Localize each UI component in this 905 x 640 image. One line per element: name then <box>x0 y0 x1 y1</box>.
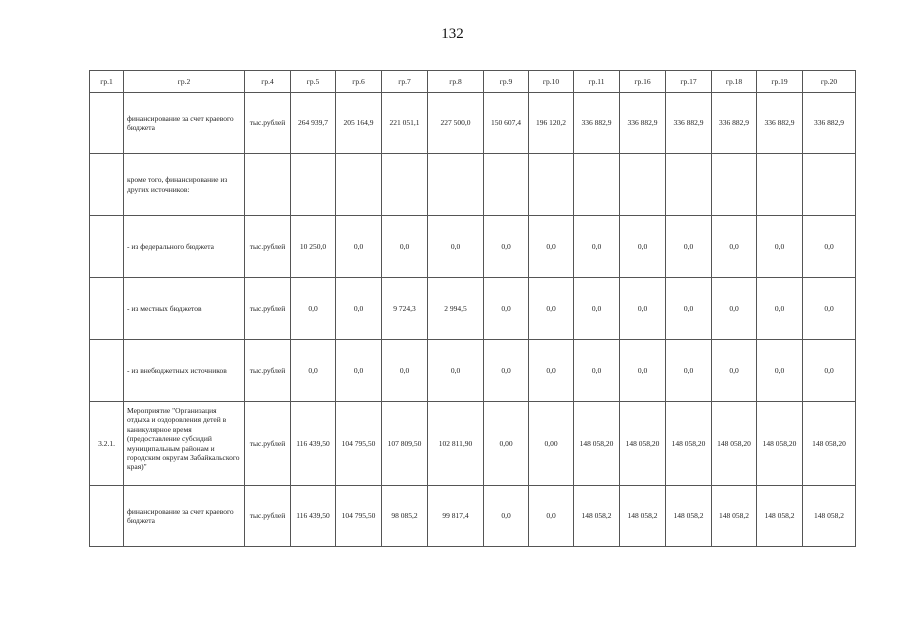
row-unit-cell: тыс.рублей <box>245 93 291 154</box>
row-value-cell: 148 058,2 <box>712 486 757 547</box>
row-value-cell <box>803 154 856 216</box>
header-cell: гр.10 <box>529 71 574 93</box>
row-value-cell: 0,0 <box>803 278 856 340</box>
row-unit-cell: тыс.рублей <box>245 340 291 402</box>
row-value-cell: 0,0 <box>336 278 382 340</box>
row-value-cell: 102 811,90 <box>428 402 484 486</box>
row-value-cell: 0,0 <box>382 340 428 402</box>
row-value-cell: 0,00 <box>529 402 574 486</box>
row-value-cell: 0,0 <box>620 340 666 402</box>
row-value-cell: 107 809,50 <box>382 402 428 486</box>
row-value-cell: 0,0 <box>428 340 484 402</box>
row-value-cell: 10 250,0 <box>291 216 336 278</box>
table-row <box>90 486 856 547</box>
row-value-cell: 0,0 <box>574 216 620 278</box>
header-cell: гр.16 <box>620 71 666 93</box>
header-cell: гр.2 <box>124 71 245 93</box>
row-value-cell: 0,0 <box>712 278 757 340</box>
row-value-cell: 148 058,20 <box>620 402 666 486</box>
header-cell: гр.7 <box>382 71 428 93</box>
row-code-cell <box>90 216 124 278</box>
row-value-cell: 0,0 <box>574 340 620 402</box>
row-value-cell: 104 795,50 <box>336 486 382 547</box>
row-unit-cell: тыс.рублей <box>245 278 291 340</box>
row-value-cell: 148 058,2 <box>666 486 712 547</box>
row-value-cell: 0,0 <box>666 216 712 278</box>
row-value-cell: 0,0 <box>757 340 803 402</box>
row-value-cell <box>529 154 574 216</box>
row-value-cell <box>484 154 529 216</box>
row-unit-cell: тыс.рублей <box>245 216 291 278</box>
row-value-cell: 336 882,9 <box>757 93 803 154</box>
row-value-cell: 2 994,5 <box>428 278 484 340</box>
row-code-cell <box>90 278 124 340</box>
row-value-cell: 0,00 <box>484 402 529 486</box>
row-value-cell <box>712 154 757 216</box>
row-value-cell: 205 164,9 <box>336 93 382 154</box>
row-value-cell <box>757 154 803 216</box>
row-value-cell <box>428 154 484 216</box>
table-row <box>90 154 856 216</box>
header-cell: гр.5 <box>291 71 336 93</box>
header-cell: гр.11 <box>574 71 620 93</box>
row-value-cell: 9 724,3 <box>382 278 428 340</box>
row-value-cell: 0,0 <box>803 216 856 278</box>
row-unit-cell: тыс.рублей <box>245 402 291 486</box>
row-value-cell: 336 882,9 <box>574 93 620 154</box>
row-value-cell: 0,0 <box>666 340 712 402</box>
header-cell: гр.4 <box>245 71 291 93</box>
header-cell: гр.8 <box>428 71 484 93</box>
table-row <box>90 340 856 402</box>
row-value-cell: 0,0 <box>336 340 382 402</box>
row-value-cell: 148 058,20 <box>574 402 620 486</box>
row-value-cell: 0,0 <box>336 216 382 278</box>
row-value-cell: 0,0 <box>666 278 712 340</box>
row-value-cell: 148 058,20 <box>757 402 803 486</box>
header-cell: гр.18 <box>712 71 757 93</box>
header-cell: гр.6 <box>336 71 382 93</box>
row-name-cell: кроме того, финансирование из других источников: <box>124 154 245 216</box>
row-code-cell <box>90 93 124 154</box>
row-value-cell: 0,0 <box>428 216 484 278</box>
row-value-cell: 0,0 <box>484 340 529 402</box>
row-value-cell: 0,0 <box>484 278 529 340</box>
header-cell: гр.9 <box>484 71 529 93</box>
row-value-cell: 0,0 <box>484 486 529 547</box>
header-cell: гр.19 <box>757 71 803 93</box>
row-value-cell: 336 882,9 <box>803 93 856 154</box>
table-row <box>90 93 856 154</box>
table-row <box>90 216 856 278</box>
row-value-cell: 148 058,2 <box>574 486 620 547</box>
row-value-cell <box>620 154 666 216</box>
header-cell: гр.17 <box>666 71 712 93</box>
row-value-cell: 0,0 <box>757 278 803 340</box>
row-value-cell: 0,0 <box>620 278 666 340</box>
row-unit-cell <box>245 154 291 216</box>
row-name-cell: финансирование за счет краевого бюджета <box>124 486 245 547</box>
row-value-cell: 0,0 <box>291 278 336 340</box>
row-value-cell <box>574 154 620 216</box>
row-value-cell: 0,0 <box>757 216 803 278</box>
header-cell: гр.1 <box>90 71 124 93</box>
row-value-cell <box>336 154 382 216</box>
row-value-cell: 98 085,2 <box>382 486 428 547</box>
header-row <box>90 71 856 93</box>
row-value-cell: 150 607,4 <box>484 93 529 154</box>
row-value-cell: 0,0 <box>529 278 574 340</box>
row-value-cell: 0,0 <box>291 340 336 402</box>
row-value-cell: 104 795,50 <box>336 402 382 486</box>
row-name-cell: - из местных бюджетов <box>124 278 245 340</box>
row-value-cell: 0,0 <box>484 216 529 278</box>
row-value-cell: 0,0 <box>529 340 574 402</box>
row-code-cell <box>90 154 124 216</box>
row-unit-cell: тыс.рублей <box>245 486 291 547</box>
row-value-cell <box>382 154 428 216</box>
table-row <box>90 278 856 340</box>
row-name-cell: - из федерального бюджета <box>124 216 245 278</box>
row-value-cell: 0,0 <box>574 278 620 340</box>
row-value-cell: 0,0 <box>803 340 856 402</box>
row-value-cell: 0,0 <box>382 216 428 278</box>
row-value-cell: 0,0 <box>712 216 757 278</box>
row-value-cell: 148 058,2 <box>620 486 666 547</box>
row-value-cell: 0,0 <box>620 216 666 278</box>
row-name-cell: финансирование за счет краевого бюджета <box>124 93 245 154</box>
row-value-cell: 0,0 <box>712 340 757 402</box>
row-value-cell: 148 058,2 <box>757 486 803 547</box>
row-code-cell <box>90 486 124 547</box>
row-value-cell: 116 439,50 <box>291 486 336 547</box>
table-row <box>90 402 856 486</box>
row-value-cell: 221 051,1 <box>382 93 428 154</box>
row-value-cell: 336 882,9 <box>666 93 712 154</box>
row-value-cell: 148 058,2 <box>803 486 856 547</box>
row-value-cell: 227 500,0 <box>428 93 484 154</box>
page-number: 132 <box>441 26 464 42</box>
row-value-cell: 264 939,7 <box>291 93 336 154</box>
row-value-cell: 0,0 <box>529 486 574 547</box>
budget-table <box>89 70 856 547</box>
row-value-cell: 148 058,20 <box>803 402 856 486</box>
row-value-cell: 336 882,9 <box>620 93 666 154</box>
row-name-cell: - из внебюджетных источников <box>124 340 245 402</box>
row-value-cell: 148 058,20 <box>666 402 712 486</box>
row-value-cell: 148 058,20 <box>712 402 757 486</box>
row-code-cell: 3.2.1. <box>90 402 124 486</box>
row-value-cell: 336 882,9 <box>712 93 757 154</box>
header-cell: гр.20 <box>803 71 856 93</box>
row-name-cell: Мероприятие "Организация отдыха и оздоровления детей в каникулярное время (предоставление субсидий муниципальным районам и городским округам Забайкальского края)" <box>124 402 245 486</box>
row-value-cell: 0,0 <box>529 216 574 278</box>
row-value-cell: 116 439,50 <box>291 402 336 486</box>
row-value-cell <box>291 154 336 216</box>
row-code-cell <box>90 340 124 402</box>
row-value-cell: 196 120,2 <box>529 93 574 154</box>
row-value-cell <box>666 154 712 216</box>
row-value-cell: 99 817,4 <box>428 486 484 547</box>
